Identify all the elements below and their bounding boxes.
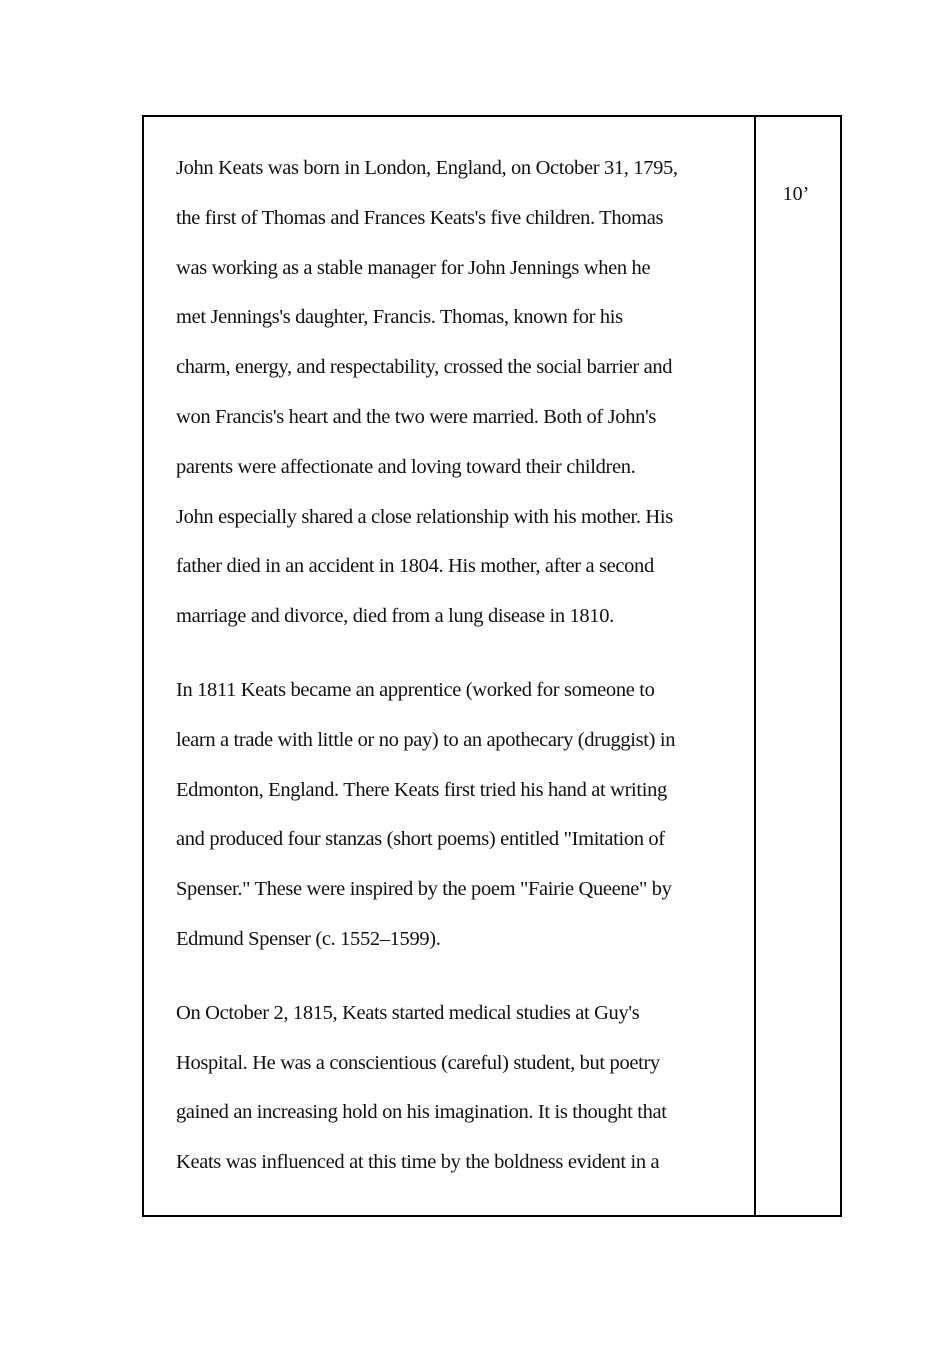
timing-label: 10’ [782, 183, 810, 205]
paragraph-childhood: John Keats was born in London, England, on October 31, 1795, the first of Thomas and Frances Keats's five children. Thomas was working as a stable manager for John Jennings when he met Jennings's daughter, Francis. Thomas, known for his charm, energy, and respectability, crossed the social barrier and won Francis's heart and the two were married. Both of John's parents were affectionate and loving toward their children. John especially shared a close relationship with his mother. His father died in an accident in 1804. His mother, after a second marriage and divorce, died from a lung disease in 1810. [176, 157, 678, 628]
paragraph-apprenticeship: In 1811 Keats became an apprentice (worked for someone to learn a trade with little or no pay) to an apothecary (druggist) in Edmonton, England. There Keats first tried his hand at writing and produced four stanzas (short poems) entitled "Imitation of Spenser." These were inspired by the poem "Fairie Queene" by Edmund Spenser (c. 1552–1599). [176, 678, 676, 950]
timing-cell [756, 117, 840, 1215]
paragraph-medical-studies: On October 2, 1815, Keats started medical studies at Guy's Hospital. He was a conscientious (careful) student, but poetry gained an increasing hold on his imagination. It is thought that Keats was influenced at this time by the boldness evident in a [176, 1001, 667, 1174]
content-table [142, 115, 842, 1217]
reading-text-cell [144, 117, 756, 1215]
